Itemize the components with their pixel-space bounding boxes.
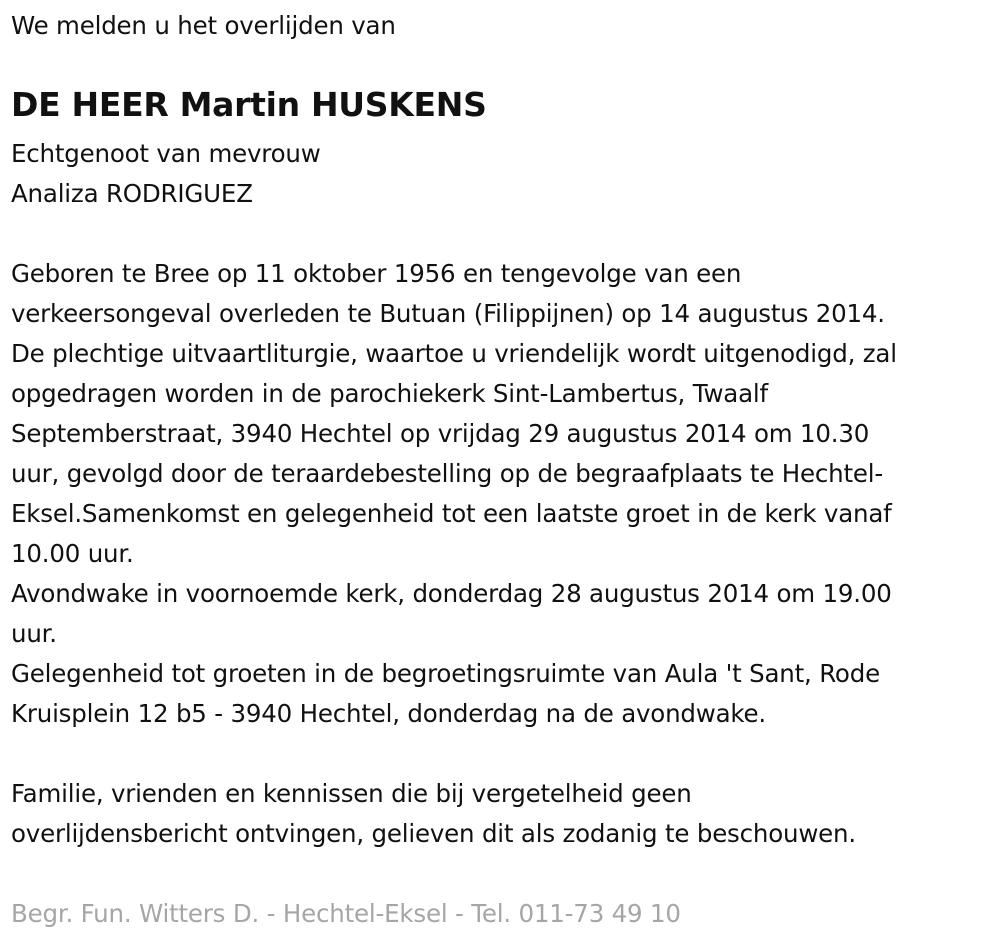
body-line: Eksel.Samenkomst en gelegenheid tot een laatste groet in de kerk vanaf [11, 499, 892, 528]
funeral-home-footer: Begr. Fun. Witters D. - Hechtel-Eksel - Tel. 011-73 49 10 [11, 899, 681, 928]
closing-line: Familie, vrienden en kennissen die bij vergetelheid geen [11, 779, 692, 808]
body-line: uur, gevolgd door de teraardebestelling op de begraafplaats te Hechtel- [11, 459, 883, 488]
funeral-details [11, 254, 897, 734]
closing-note [11, 774, 856, 854]
body-line: Geboren te Bree op 11 oktober 1956 en tengevolge van een [11, 259, 742, 288]
body-line: Kruisplein 12 b5 - 3940 Hechtel, donderdag na de avondwake. [11, 699, 766, 728]
deceased-name: DE HEER Martin HUSKENS [11, 85, 487, 124]
body-line: Avondwake in voornoemde kerk, donderdag 28 augustus 2014 om 19.00 [11, 579, 892, 608]
spouse-line: Analiza RODRIGUEZ [11, 179, 253, 208]
spouse-line: Echtgenoot van mevrouw [11, 139, 321, 168]
body-line: De plechtige uitvaartliturgie, waartoe u vriendelijk wordt uitgenodigd, zal [11, 339, 897, 368]
body-line: opgedragen worden in de parochiekerk Sint-Lambertus, Twaalf [11, 379, 768, 408]
body-line: Septemberstraat, 3940 Hechtel op vrijdag 29 augustus 2014 om 10.30 [11, 419, 870, 448]
closing-line: overlijdensbericht ontvingen, gelieven dit als zodanig te beschouwen. [11, 819, 856, 848]
body-line: uur. [11, 619, 57, 648]
spouse-block [11, 134, 321, 214]
intro-text: We melden u het overlijden van [11, 11, 396, 40]
body-line: Gelegenheid tot groeten in de begroetingsruimte van Aula 't Sant, Rode [11, 659, 880, 688]
body-line: verkeersongeval overleden te Butuan (Filippijnen) op 14 augustus 2014. [11, 299, 885, 328]
body-line: 10.00 uur. [11, 539, 134, 568]
